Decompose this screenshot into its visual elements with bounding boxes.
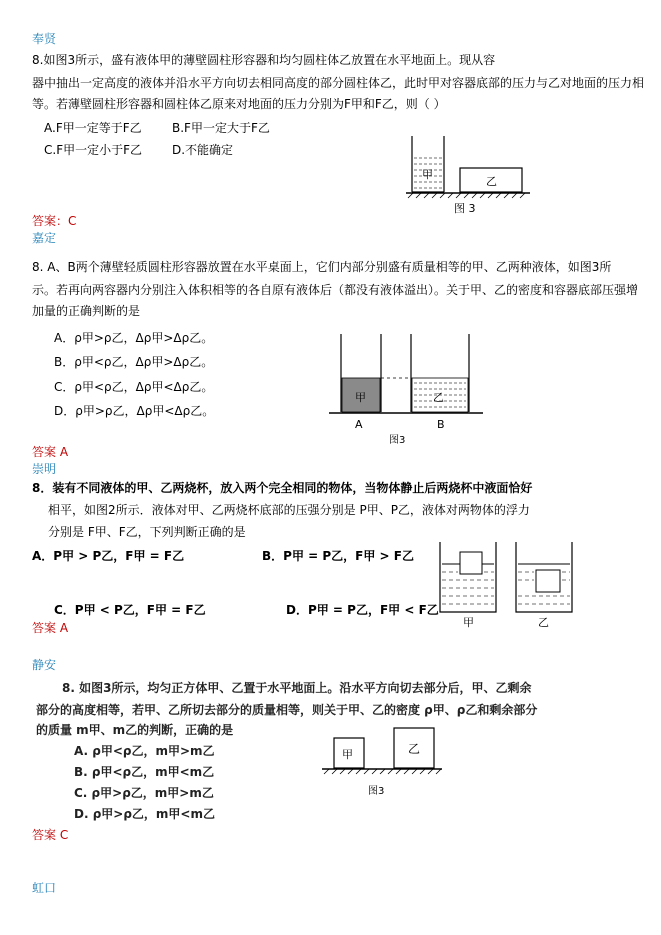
option-b: B．P甲 = P乙，F甲 > F乙 bbox=[262, 549, 414, 563]
option-d: D．ρ甲>ρ乙，Δρ甲<Δρ乙。 bbox=[54, 404, 215, 418]
option-c: C. ρ甲>ρ乙，m甲>m乙 bbox=[74, 786, 214, 800]
district-heading-hongkou: 虹口 bbox=[32, 881, 57, 895]
question-text-line: 8. 如图3所示，均匀正方体甲、乙置于水平地面上。沿水平方向切去部分后，甲、乙剩余 bbox=[62, 681, 532, 695]
question-text-line: 部分的高度相等，若甲、乙所切去部分的质量相等，则关于甲、乙的密度 ρ甲、ρ乙和剩余部分 bbox=[36, 703, 538, 717]
label-b: B bbox=[437, 418, 445, 431]
option-b: B.F甲一定大于F乙 bbox=[172, 121, 270, 135]
figure-two-cubes bbox=[316, 722, 446, 802]
option-b: B．ρ甲<ρ乙，Δρ甲>Δρ乙。 bbox=[54, 355, 214, 369]
label-yi: 乙 bbox=[433, 391, 444, 404]
label-jia: 甲 bbox=[355, 391, 366, 404]
answer-jingan: 答案 C bbox=[32, 828, 69, 842]
question-text-line: 示。若再向两容器内分别注入体积相等的各自原有液体后（都没有液体溢出）。关于甲、乙的密度和容器底部压强增 bbox=[32, 283, 639, 297]
question-text-line: 分别是 F甲、F乙，下列判断正确的是 bbox=[48, 525, 246, 539]
answer-chongming: 答案 A bbox=[32, 621, 69, 635]
option-a: A.F甲一定等于F乙 bbox=[44, 121, 142, 135]
option-c: C．P甲 < P乙，F甲 = F乙 bbox=[54, 603, 206, 617]
label-jia: 甲 bbox=[422, 168, 433, 181]
option-d: D.不能确定 bbox=[172, 143, 234, 157]
figure-two-containers bbox=[325, 330, 485, 448]
question-text-line: 加量的正确判断的是 bbox=[32, 304, 141, 318]
option-a: A．P甲 > P乙，F甲 = F乙 bbox=[32, 549, 185, 563]
answer-jiading: 答案 A bbox=[32, 445, 69, 459]
label-a: A bbox=[355, 418, 363, 431]
question-text-line: 8．装有不同液体的甲、乙两烧杯，放入两个完全相同的物体，当物体静止后两烧杯中液面恰好 bbox=[32, 481, 533, 495]
option-c: C．ρ甲<ρ乙，Δρ甲<Δρ乙。 bbox=[54, 380, 214, 394]
question-text-line: 8. A、B两个薄壁轻质圆柱形容器放置在水平桌面上，它们内部分别盛有质量相等的甲、乙两种液体，如图3所 bbox=[32, 260, 612, 274]
question-text-line: 器中抽出一定高度的液体并沿水平方向切去相同高度的部分圆柱体乙，此时甲对容器底部的压力与乙对地面的压力相 bbox=[32, 76, 645, 90]
district-heading-fengxian: 奉贤 bbox=[32, 32, 57, 46]
district-heading-chongming: 崇明 bbox=[32, 462, 57, 476]
answer-fengxian: 答案：C bbox=[32, 214, 77, 228]
option-d: D．P甲 = P乙，F甲 < F乙 bbox=[286, 603, 439, 617]
question-text-line: 等。若薄壁圆柱形容器和圆柱体乙原来对地面的压力分别为F甲和F乙，则（ ） bbox=[32, 97, 446, 111]
question-text-line: 8.如图3所示，盛有液体甲的薄壁圆柱形容器和均匀圆柱体乙放置在水平地面上。现从容 bbox=[32, 53, 496, 67]
figure-caption: 图3 bbox=[368, 786, 385, 797]
option-b: B. ρ甲<ρ乙，m甲<m乙 bbox=[74, 765, 215, 779]
figure-caption: 图 3 bbox=[454, 202, 476, 215]
option-c: C.F甲一定小于F乙 bbox=[44, 143, 142, 157]
question-text-line: 相平，如图2所示．液体对甲、乙两烧杯底部的压强分别是 P甲、P乙，液体对两物体的浮力 bbox=[48, 503, 530, 517]
figure-two-beakers bbox=[432, 538, 592, 630]
label-yi: 乙 bbox=[408, 742, 421, 756]
option-d: D. ρ甲>ρ乙，m甲<m乙 bbox=[74, 807, 215, 821]
label-jia: 甲 bbox=[463, 616, 474, 629]
district-heading-jingan: 静安 bbox=[32, 658, 57, 672]
question-text-line: 的质量 m甲、m乙的判断，正确的是 bbox=[36, 723, 234, 737]
district-heading-jiading: 嘉定 bbox=[32, 231, 57, 245]
label-jia: 甲 bbox=[342, 748, 353, 761]
figure-container-and-cylinder bbox=[400, 128, 540, 218]
option-a: A. ρ甲<ρ乙，m甲>m乙 bbox=[74, 744, 215, 758]
figure-caption: 图3 bbox=[389, 435, 406, 446]
label-yi: 乙 bbox=[538, 616, 549, 629]
option-a: A．ρ甲>ρ乙，Δρ甲>Δρ乙。 bbox=[54, 331, 214, 345]
label-yi: 乙 bbox=[486, 175, 497, 188]
